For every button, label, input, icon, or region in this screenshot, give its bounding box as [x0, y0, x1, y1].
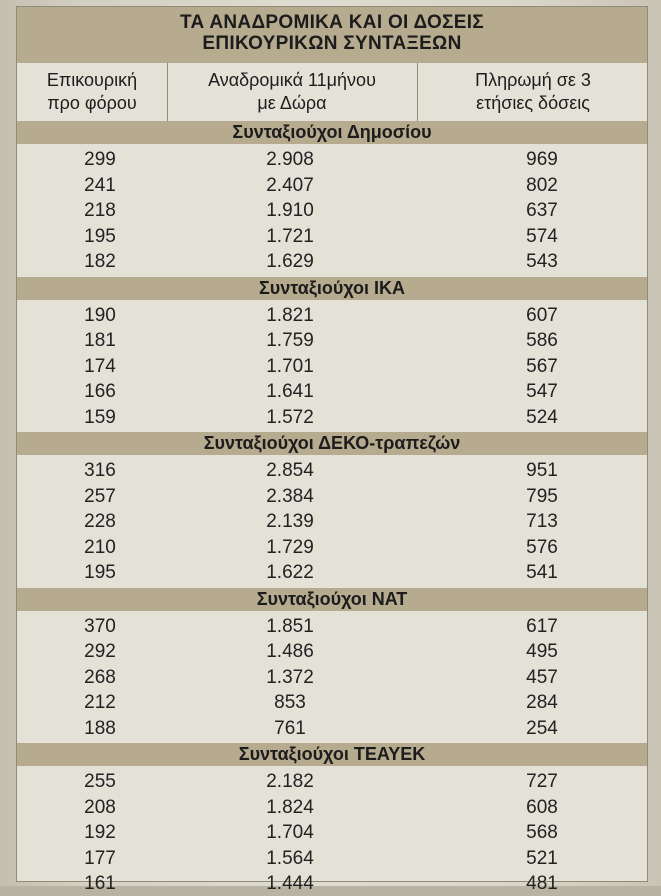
cell-supplementary: 218 [84, 200, 116, 221]
cell-arrears: 1.572 [266, 406, 314, 428]
cell-supplementary: 195 [84, 562, 116, 583]
cell-supplementary: 299 [84, 149, 116, 170]
cell-supplementary: 166 [84, 381, 116, 402]
table-row [17, 846, 647, 871]
cell-arrears: 1.821 [266, 304, 314, 326]
cell-arrears: 2.407 [266, 174, 314, 196]
cell-installment: 543 [526, 251, 558, 272]
cell-arrears: 761 [274, 717, 306, 739]
cell-arrears: 2.139 [266, 511, 314, 532]
cell-installment: 607 [526, 304, 558, 326]
cell-supplementary: 255 [84, 771, 116, 792]
cell-installment: 795 [526, 485, 558, 507]
cell-installment: 951 [526, 460, 558, 481]
cell-arrears: 1.759 [266, 330, 314, 351]
table-row [17, 458, 647, 483]
cell-installment: 495 [526, 641, 558, 662]
table-row [17, 249, 647, 274]
cell-arrears: 853 [274, 692, 306, 713]
table-row [17, 147, 647, 172]
cell-supplementary: 292 [84, 641, 116, 662]
table-row [17, 560, 647, 585]
cell-arrears: 1.704 [266, 822, 314, 843]
cell-supplementary: 177 [84, 847, 116, 869]
cell-supplementary: 208 [84, 796, 116, 818]
cell-installment: 713 [526, 511, 558, 532]
cell-installment: 547 [526, 381, 558, 402]
cell-supplementary: 228 [84, 511, 116, 532]
cell-arrears: 1.721 [266, 225, 314, 247]
cell-supplementary: 161 [84, 873, 116, 894]
cell-supplementary: 182 [84, 251, 116, 272]
table-row [17, 769, 647, 794]
column-header-installments [417, 69, 649, 115]
column-header-supplementary [17, 69, 167, 115]
column-header-arrears [167, 69, 417, 115]
section-header: Συνταξιούχοι ΝΑΤ [17, 588, 647, 611]
cell-supplementary: 174 [84, 355, 116, 377]
section-header: Συνταξιούχοι Δημοσίου [17, 121, 647, 144]
column-header-line: προ φόρου [47, 93, 137, 113]
cell-arrears: 1.910 [266, 200, 314, 221]
table-row [17, 303, 647, 328]
cell-installment: 541 [526, 562, 558, 583]
cell-supplementary: 181 [84, 330, 116, 351]
column-divider [167, 63, 168, 121]
cell-installment: 254 [526, 717, 558, 739]
pension-table [16, 6, 648, 894]
cell-supplementary: 190 [84, 304, 116, 326]
cell-installment: 608 [526, 796, 558, 818]
column-headers [17, 63, 647, 122]
cell-installment: 567 [526, 355, 558, 377]
cell-installment: 617 [526, 615, 558, 637]
column-header-line: με Δώρα [257, 93, 327, 113]
cell-arrears: 2.908 [266, 149, 314, 170]
section-header: Συνταξιούχοι ΤΕΑΥΕΚ [17, 743, 647, 766]
table-row [17, 405, 647, 430]
table-row [17, 354, 647, 379]
cell-supplementary: 212 [84, 692, 116, 713]
table-row [17, 484, 647, 509]
cell-installment: 576 [526, 536, 558, 558]
cell-supplementary: 192 [84, 822, 116, 843]
cell-installment: 637 [526, 200, 558, 221]
cell-installment: 457 [526, 666, 558, 688]
cell-supplementary: 241 [84, 174, 116, 196]
table-row [17, 639, 647, 664]
cell-arrears: 1.622 [266, 562, 314, 583]
table-row [17, 224, 647, 249]
cell-arrears: 1.851 [266, 615, 314, 637]
cell-arrears: 2.384 [266, 485, 314, 507]
table-row [17, 535, 647, 560]
cell-installment: 727 [526, 771, 558, 792]
table-row [17, 379, 647, 404]
cell-arrears: 1.824 [266, 796, 314, 818]
cell-supplementary: 210 [84, 536, 116, 558]
cell-supplementary: 268 [84, 666, 116, 688]
section-header: Συνταξιούχοι ΙΚΑ [17, 277, 647, 300]
table-row [17, 665, 647, 690]
column-divider [417, 63, 418, 121]
cell-installment: 284 [526, 692, 558, 713]
cell-supplementary: 159 [84, 406, 116, 428]
table-row [17, 173, 647, 198]
column-header-line: Επικουρική [46, 70, 138, 90]
table-row [17, 820, 647, 845]
cell-installment: 574 [526, 225, 558, 247]
column-header-line: Πληρωμή σε 3 [475, 70, 591, 90]
cell-supplementary: 195 [84, 225, 116, 247]
cell-arrears: 1.629 [266, 251, 314, 272]
cell-installment: 521 [526, 847, 558, 869]
cell-arrears: 1.486 [266, 641, 314, 662]
cell-arrears: 1.444 [266, 873, 314, 894]
section-header: Συνταξιούχοι ΔΕΚΟ-τραπεζών [17, 432, 647, 455]
cell-installment: 568 [526, 822, 558, 843]
table-row [17, 716, 647, 741]
table-row [17, 328, 647, 353]
cell-arrears: 2.854 [266, 460, 314, 481]
cell-arrears: 2.182 [266, 771, 314, 792]
column-header-line: Αναδρομικά 11μήνου [208, 70, 376, 90]
table-row [17, 198, 647, 223]
cell-installment: 481 [526, 873, 558, 894]
cell-installment: 969 [526, 149, 558, 170]
cell-installment: 802 [526, 174, 558, 196]
cell-supplementary: 316 [84, 460, 116, 481]
cell-supplementary: 370 [84, 615, 116, 637]
cell-arrears: 1.641 [266, 381, 314, 402]
table-row [17, 509, 647, 534]
table-row [17, 871, 647, 896]
table-row [17, 795, 647, 820]
cell-arrears: 1.372 [266, 666, 314, 688]
cell-supplementary: 257 [84, 485, 116, 507]
title-line-2: ΕΠΙΚΟΥΡΙΚΩΝ ΣΥΝΤΑΞΕΩΝ [202, 33, 462, 54]
table-title [17, 7, 647, 63]
cell-arrears: 1.564 [266, 847, 314, 869]
table-row [17, 690, 647, 715]
table-row [17, 614, 647, 639]
title-line-1: ΤΑ ΑΝΑΔΡΟΜΙΚΑ ΚΑΙ ΟΙ ΔΟΣΕΙΣ [179, 12, 484, 33]
cell-arrears: 1.729 [266, 536, 314, 558]
cell-installment: 524 [526, 406, 558, 428]
cell-arrears: 1.701 [266, 355, 314, 377]
cell-supplementary: 188 [84, 717, 116, 739]
column-header-line: ετήσιες δόσεις [476, 93, 590, 113]
cell-installment: 586 [526, 330, 558, 351]
